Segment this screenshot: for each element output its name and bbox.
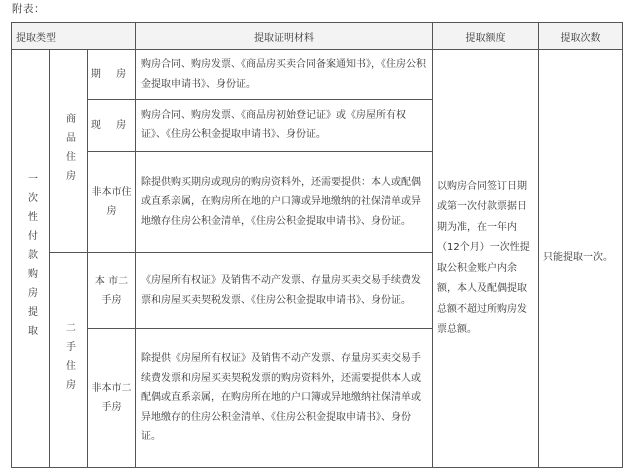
- withdrawal-table: [11, 22, 623, 468]
- group-second-hand-label: 二手住房: [63, 322, 75, 398]
- header-amount: 提取额度: [433, 23, 539, 50]
- category-cell: [12, 50, 50, 468]
- row-label-local-second-hand: 本 市二手房: [88, 253, 136, 329]
- row-label-spot: 现 房: [88, 100, 136, 151]
- materials-local-second-hand: 《房屋所有权证》及销售不动产发票、存量房买卖交易手续费发票和房屋买卖契税发票、《住房公积金提取申请书》、身份证。: [136, 253, 433, 329]
- row-label-nonlocal-commercial: 非本市住 房: [88, 151, 136, 252]
- header-row: [12, 23, 623, 50]
- category-label: 一次性付款购房提取: [25, 173, 37, 345]
- materials-spot: 购房合同、购房发票、《商品房初始登记证》或《房屋所有权证》、《住房公积金提取申请书》、身份证。: [136, 100, 433, 151]
- group-commercial-label: 商品住房: [63, 113, 75, 190]
- materials-futures: 购房合同、购房发票、《商品房买卖合同备案通知书》，《住房公积金提取申请书》、身份证。: [136, 50, 433, 100]
- header-materials: 提取证明材料: [136, 23, 433, 50]
- row-label-futures: 期 房: [88, 50, 136, 100]
- table-caption: 附表：: [12, 3, 45, 15]
- header-times: 提取次数: [539, 23, 623, 50]
- times-cell: 只能提取一次。: [539, 50, 623, 468]
- row-label-nonlocal-second-hand: 非本市二手房: [88, 329, 136, 468]
- group-commercial-cell: [50, 50, 88, 253]
- materials-nonlocal-second-hand: 除提供《房屋所有权证》及销售不动产发票、存量房买卖交易手续费发票和房屋买卖契税发票的购房资料外，还需要提供本人或配偶或直系亲属，在购房所在地的户口簿或异地缴纳社保清单或异地缴存的住房公积金清单、《住房公积金提取申请书》、身份证。: [136, 329, 433, 468]
- amount-cell: 以购房合同签订日期或第一次付款票据日期为准，在一年内（12个月）一次性提取公积金账户内余额，本人及配偶提取总额不超过所购房发票总额。: [433, 50, 539, 468]
- header-type: 提取类型: [12, 23, 136, 50]
- table-row: [12, 50, 623, 100]
- group-second-hand-cell: [50, 253, 88, 468]
- materials-nonlocal-commercial: 除提供购买期房或现房的购房资料外，还需要提供：本人或配偶或直系亲属，在购房所在地的户口簿或异地缴纳的社保清单或异地缴存住房公积金清单，《住房公积金提取申请书》、身份证。: [136, 151, 433, 252]
